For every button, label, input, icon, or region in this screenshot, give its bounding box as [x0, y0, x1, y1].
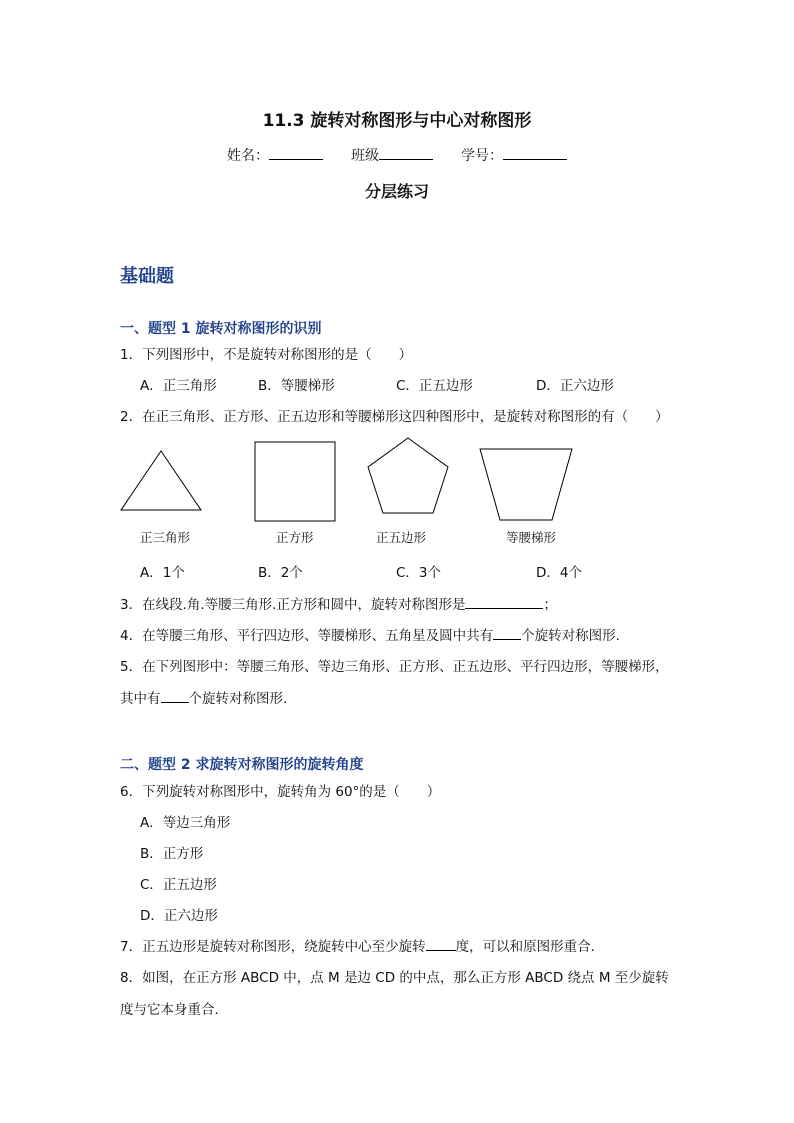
page-title: 11.3 旋转对称图形与中心对称图形 — [262, 111, 532, 131]
q7-answer-blank[interactable] — [426, 937, 456, 951]
q4-answer-blank[interactable] — [493, 626, 521, 640]
section-heading-1: 一、题型 1 旋转对称图形的识别 — [120, 321, 322, 337]
question-5-line-1: 5．在下列图形中：等腰三角形、等边三角形、正方形、正五边形、平行四边形，等腰梯形， — [120, 659, 669, 675]
q6-option-a: A．等边三角形 — [140, 815, 231, 831]
question-7: 7．正五边形是旋转对称图形，绕旋转中心至少旋转 度，可以和原图形重合． — [120, 939, 605, 955]
q6-option-d: D．正六边形 — [140, 908, 218, 924]
name-label: 姓名： — [227, 148, 269, 164]
q1-option-c: C．正五边形 — [396, 378, 473, 394]
q2-option-c: C．3个 — [396, 565, 442, 581]
q2-option-a: A．1个 — [140, 565, 185, 581]
equilateral-triangle-shape — [121, 451, 201, 510]
page-subtitle: 分层练习 — [364, 182, 429, 201]
question-8-line-1: 8．如图，在正方形 ABCD 中，点 M 是边 CD 的中点，那么正方形 ABCD 绕点 M 至少旋转 — [120, 970, 669, 986]
shape-label-pentagon: 正五边形 — [376, 530, 427, 545]
shape-label-triangle: 正三角形 — [140, 530, 191, 545]
q6-option-b: B．正方形 — [140, 846, 204, 862]
shape-label-trapezoid: 等腰梯形 — [506, 530, 557, 545]
question-4: 4．在等腰三角形、平行四边形、等腰梯形、五角星及圆中共有 个旋转对称图形. — [120, 628, 620, 644]
question-5-line-2: 其中有 个旋转对称图形. — [120, 691, 288, 707]
isosceles-trapezoid-shape — [480, 449, 572, 520]
q2-option-d: D．4个 — [536, 565, 582, 581]
q5-answer-blank[interactable] — [161, 689, 189, 703]
section-heading-2: 二、题型 2 求旋转对称图形的旋转角度 — [120, 757, 364, 773]
q3-answer-blank[interactable] — [465, 595, 543, 609]
question-6: 6．下列旋转对称图形中，旋转角为 60°的是（ ） — [120, 784, 441, 800]
question-2: 2．在正三角形、正方形、正五边形和等腰梯形这四种图形中，是旋转对称图形的有（ ） — [120, 409, 669, 425]
basic-heading: 基础题 — [120, 266, 174, 287]
q1-option-d: D．正六边形 — [536, 378, 614, 394]
regular-pentagon-shape — [368, 438, 448, 513]
question-3: 3．在线段.角.等腰三角形.正方形和圆中，旋转对称图形是 ； — [120, 597, 557, 613]
class-label: 班级 — [351, 148, 379, 164]
q1-option-b: B．等腰梯形 — [258, 378, 335, 394]
question-1: 1．下列图形中，不是旋转对称图形的是（ ） — [120, 347, 413, 363]
q1-option-a: A．正三角形 — [140, 378, 217, 394]
q2-option-b: B．2个 — [258, 565, 303, 581]
id-label: 学号： — [461, 148, 503, 164]
question-8-line-2: 度与它本身重合． — [120, 1002, 228, 1018]
q6-option-c: C．正五边形 — [140, 877, 217, 893]
square-shape — [255, 442, 335, 521]
shape-label-square: 正方形 — [276, 530, 314, 545]
